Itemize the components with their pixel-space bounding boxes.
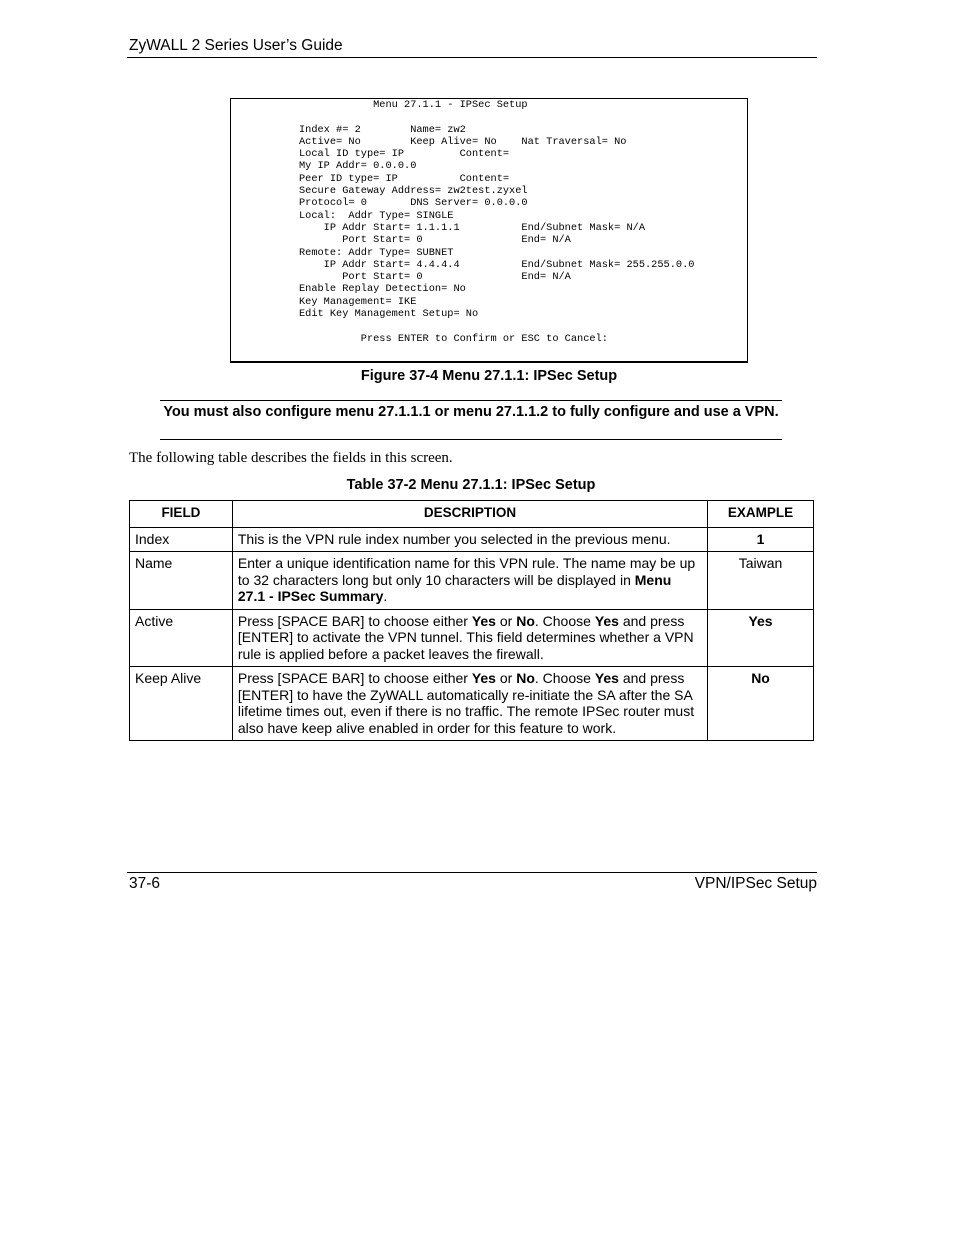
table-row (130, 609, 814, 667)
header-description: DESCRIPTION (232, 501, 707, 528)
terminal-line: Edit Key Management Setup= No (231, 308, 479, 321)
table-row (130, 552, 814, 610)
table-caption: Table 37-2 Menu 27.1.1: IPSec Setup (346, 477, 596, 493)
table-row (130, 667, 814, 741)
description-text: or (495, 612, 517, 629)
terminal-line: Key Management= IKE (231, 295, 417, 308)
description-text: This is the VPN rule index number you selected in the previous menu. (237, 530, 671, 547)
terminal-line: Local: Addr Type= SINGLE (231, 209, 454, 222)
terminal-line: Peer ID type= IP Content= (231, 172, 510, 185)
description-cell (232, 609, 707, 667)
intro-paragraph: The following table describes the fields in this screen. (129, 450, 453, 466)
description-cell (232, 552, 707, 610)
description-text: Press [SPACE BAR] to choose either (237, 612, 472, 629)
header-example: EXAMPLE (708, 501, 814, 528)
description-emphasis: Yes (594, 612, 619, 629)
terminal-line (231, 111, 747, 123)
terminal-line: IP Addr Start= 4.4.4.4 End/Subnet Mask= 255.255.0.0 (231, 258, 695, 271)
terminal-line: Local ID type= IP Content= (231, 148, 510, 161)
terminal-line: IP Addr Start= 1.1.1.1 End/Subnet Mask= N/A (231, 221, 646, 234)
figure-caption: Figure 37-4 Menu 27.1.1: IPSec Setup (360, 368, 618, 384)
page-header-title: ZyWALL 2 Series User’s Guide (129, 37, 343, 54)
example-cell: Taiwan (708, 552, 814, 610)
footer-divider (127, 872, 817, 873)
table-row (130, 527, 814, 552)
description-text: Enter a unique identification name for this VPN rule. The name may be up to 32 characters long but only 10 characters will be displayed in (237, 555, 696, 588)
terminal-line: Port Start= 0 End= N/A (231, 234, 571, 247)
description-text: or (495, 670, 517, 686)
page-number: 37-6 (129, 875, 161, 892)
terminal-line: Active= No Keep Alive= No Nat Traversal= No (231, 135, 627, 148)
terminal-line: Port Start= 0 End= N/A (231, 271, 571, 284)
section-title: VPN/IPSec Setup (694, 875, 817, 892)
terminal-line (231, 320, 747, 332)
description-emphasis: Yes (471, 670, 496, 686)
description-cell (232, 667, 707, 741)
note-box (160, 400, 782, 440)
terminal-line: Press ENTER to Confirm or ESC to Cancel: (231, 332, 608, 345)
field-cell: Active (130, 609, 233, 667)
terminal-line: Enable Replay Detection= No (231, 283, 466, 296)
field-cell: Name (130, 552, 233, 610)
description-cell (232, 527, 707, 552)
terminal-line: Remote: Addr Type= SUBNET (231, 246, 454, 259)
example-cell: 1 (708, 527, 814, 552)
description-emphasis: Yes (594, 670, 619, 686)
terminal-line: Menu 27.1.1 - IPSec Setup (231, 99, 528, 111)
description-text: . (383, 588, 388, 604)
terminal-line: Protocol= 0 DNS Server= 0.0.0.0 (231, 197, 528, 210)
description-text: . Choose (534, 670, 595, 686)
description-emphasis: Menu 27.1 - IPSec Summary (237, 571, 672, 604)
description-text: Press [SPACE BAR] to choose either (237, 670, 472, 686)
field-cell: Index (130, 527, 233, 552)
description-text: and press [ENTER] to activate the VPN tunnel. This field determines whether a VPN rule is applied before a packet leaves the firewall. (237, 612, 694, 662)
description-text: and press [ENTER] to have the ZyWALL automatically re-initiate the SA after the SA lifetime times out, even if there is no traffic. The remote IPSec router must also have keep alive enabled in order for this feature to work. (237, 670, 695, 736)
header-field: FIELD (130, 501, 233, 528)
header-divider (127, 57, 817, 58)
field-description-table (129, 500, 814, 741)
description-emphasis: Yes (471, 612, 496, 629)
terminal-line: My IP Addr= 0.0.0.0 (231, 160, 417, 173)
field-cell: Keep Alive (130, 667, 233, 741)
example-cell: No (708, 667, 814, 741)
example-cell: Yes (708, 609, 814, 667)
description-emphasis: No (516, 670, 535, 686)
terminal-line: Index #= 2 Name= zw2 (231, 123, 466, 136)
terminal-line: Secure Gateway Address= zw2test.zyxel (231, 185, 528, 198)
description-text: . Choose (534, 612, 595, 629)
ipsec-setup-terminal (230, 98, 748, 363)
description-emphasis: No (516, 612, 535, 629)
table-header-row (130, 501, 814, 528)
note-text: You must also configure menu 27.1.1.1 or menu 27.1.1.2 to fully configure and use a VPN. (163, 404, 779, 420)
